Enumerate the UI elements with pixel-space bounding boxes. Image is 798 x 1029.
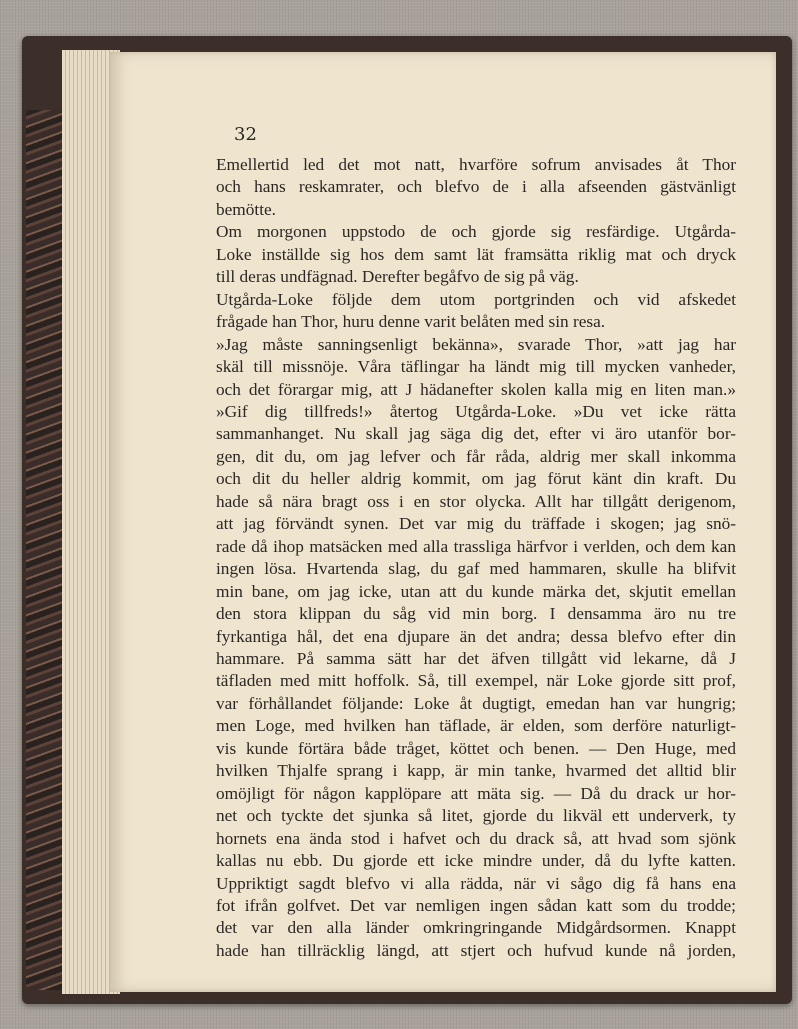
text-line: fot ifrån golfvet. Det var nemligen ingen sådan katt som du trodde; [216, 895, 736, 915]
text-line: täfladen med mitt hoffolk. Så, till exempel, när Loke gjorde sitt prof, [216, 671, 736, 691]
text-line: hade så nära bragt oss i en stor olycka. Allt har tillgått derigenom, [216, 491, 736, 511]
text-line: den stora klippan du såg vid min borg. I densamma äro nu tre [216, 604, 736, 624]
text-line: sammanhanget. Nu skall jag säga dig det, efter vi äro utanför bor- [216, 424, 736, 444]
text-line: fyrkantiga hål, det ena djupare än det andra; dessa blefvo efter din [216, 626, 736, 646]
text-line: hammare. På samma sätt har det äfven tillgått vid lekarne, då J [216, 648, 736, 668]
text-line: hvilken Thjalfe sprang i kapp, är min tanke, hvarmed det alltid blir [216, 761, 736, 781]
text-line: frågade han Thor, huru denne varit belåten med sin resa. [216, 312, 606, 332]
text-line: bemötte. [216, 199, 276, 219]
text-line: vis kunde förtära både tråget, köttet och benen. — Den Huge, med [216, 738, 736, 758]
text-line: hornets ena ända stod i hafvet och du drack så, att hvad som sjönk [216, 828, 736, 848]
text-line: Utgårda-Loke följde dem utom portgrinden och vid afskedet [216, 289, 736, 309]
text-line: kallas nu ebb. Du gjorde ett icke mindre under, då du lyfte katten. [216, 851, 736, 871]
text-line: min bane, om jag icke, utan att du kunde märka det, skjutit emellan [216, 581, 736, 601]
text-line: Loke inställde sig hos dem samt lät framsätta riklig mat och dryck [216, 244, 736, 264]
text-line: skäl till missnöje. Våra täflingar ha ländt mig till mycken vanheder, [216, 357, 736, 377]
text-line: omöjligt för någon kapplöpare att mäta sig. — Då du drack ur hor- [216, 783, 736, 803]
text-line: Uppriktigt sagdt blefvo vi alla rädda, när vi sågo dig få hans ena [216, 873, 736, 893]
text-line: »Gif dig tillfreds!» återtog Utgårda-Loke. »Du vet icke rätta [216, 401, 736, 421]
text-line: var förhållandet följande: Loke åt dugtigt, emedan han var hungrig; [216, 693, 736, 713]
text-line: »Jag måste sanningsenligt bekänna», svarade Thor, »att jag har [216, 334, 736, 354]
page-body-text [216, 154, 736, 962]
text-line: gen, dit du, om jag lefver och får råda, aldrig mer skall inkomma [216, 446, 736, 466]
text-line: till deras undfägnad. Derefter begåfvo de sig på väg. [216, 267, 579, 287]
text-line: och det förargar mig, att J hädanefter skolen kalla mig en liten man.» [216, 379, 736, 399]
text-line: hade han tillräcklig längd, att stjert och hufvud kunde nå jorden, [216, 940, 736, 960]
text-line: och hans reskamrater, och blefvo de i alla afseenden gästvänligt [216, 177, 736, 197]
text-line: att jag förvändt synen. Det var mig du träffade i skogen; jag snö- [216, 514, 736, 534]
text-line: Om morgonen uppstodo de och gjorde sig resfärdige. Utgårda- [216, 222, 736, 242]
text-line: men Loge, med hvilken han täflade, är elden, som derföre naturligt- [216, 716, 736, 736]
text-line: rade då ihop matsäcken med alla trassliga härfvor i verlden, och dem kan [216, 536, 736, 556]
text-line: Emellertid led det mot natt, hvarföre sofrum anvisades åt Thor [216, 155, 736, 174]
page-number: 32 [234, 124, 257, 145]
text-line: det var den alla länder omkringringande Midgårdsormen. Knappt [216, 918, 736, 938]
text-line: net och tyckte det sjunka så litet, gjorde du likväl ett underverk, ty [216, 806, 736, 826]
text-line: ingen lösa. Hvartenda slag, du gaf med hammaren, skulle ha blifvit [216, 559, 736, 579]
text-line: och dit du heller aldrig kommit, om jag förut känt din kraft. Du [216, 469, 736, 489]
